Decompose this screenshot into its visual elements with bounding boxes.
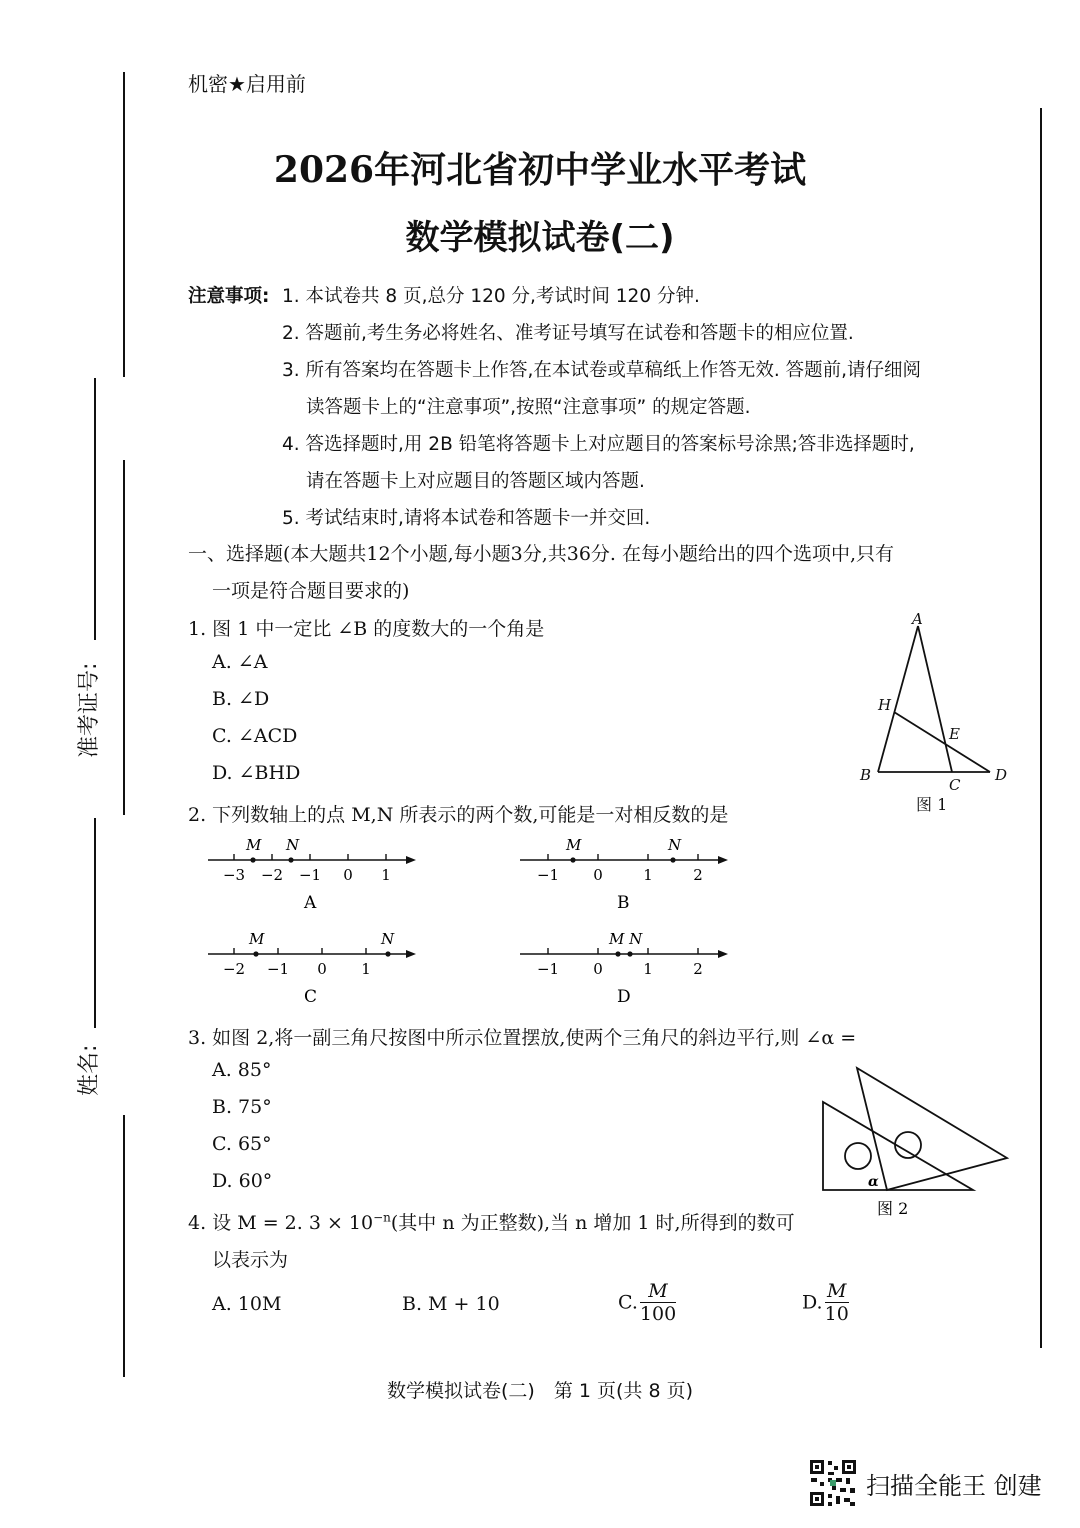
svg-text:−3: −3 xyxy=(222,866,246,884)
svg-text:1: 1 xyxy=(643,866,653,884)
svg-text:−1: −1 xyxy=(536,866,560,884)
q4-option-c-fraction xyxy=(640,1280,676,1325)
svg-text:−2: −2 xyxy=(260,866,284,884)
svg-text:C: C xyxy=(304,987,318,1007)
q3-stem: 3. 如图 2,将一副三角尺按图中所示位置摆放,使两个三角尺的斜边平行,则 ∠α = xyxy=(188,1027,857,1049)
q4-stem-part-1: 4. 设 M = 2. 3 × 10 xyxy=(188,1212,374,1234)
notes-label: 注意事项: xyxy=(188,286,270,307)
q4-option-a[interactable]: A. 10M xyxy=(212,1293,282,1315)
svg-text:−1: −1 xyxy=(298,866,322,884)
note-4-line-2: 请在答题卡上对应题目的答题区域内答题. xyxy=(306,471,645,492)
svg-text:N: N xyxy=(668,836,682,854)
note-5: 5. 考试结束时,请将本试卷和答题卡一并交回. xyxy=(282,508,651,529)
q2-stem: 2. 下列数轴上的点 M,N 所表示的两个数,可能是一对相反数的是 xyxy=(188,804,729,826)
alpha-label: α xyxy=(868,1174,879,1190)
number-line-d[interactable] xyxy=(512,924,742,1014)
svg-text:A: A xyxy=(304,893,317,913)
exam-id-label: 准考证号: xyxy=(77,662,102,758)
q4-option-d-numerator: M xyxy=(825,1280,849,1303)
svg-text:N: N xyxy=(286,836,300,854)
svg-text:0: 0 xyxy=(343,866,353,884)
number-line-a[interactable] xyxy=(200,830,430,920)
svg-text:2: 2 xyxy=(693,960,703,978)
figure-1-triangle xyxy=(850,608,1020,820)
q4-stem-exponent: −n xyxy=(373,1210,391,1225)
fig1-label-c: C xyxy=(949,776,961,794)
svg-text:M: M xyxy=(566,836,582,854)
name-label: 姓名: xyxy=(77,1044,102,1096)
q1-option-a[interactable]: A. ∠A xyxy=(212,651,268,673)
svg-text:M N: M N xyxy=(609,930,643,948)
number-line-b[interactable] xyxy=(512,830,742,920)
fig1-label-h: H xyxy=(878,696,892,714)
q1-option-c[interactable]: C. ∠ACD xyxy=(212,725,298,747)
page-footer: 数学模拟试卷(二) 第 1 页(共 8 页) xyxy=(387,1380,693,1402)
q4-stem xyxy=(188,1208,795,1235)
figure-2-set-squares xyxy=(815,1060,1015,1222)
q4-option-c-denominator: 100 xyxy=(639,1303,677,1325)
q3-option-b[interactable]: B. 75° xyxy=(212,1096,272,1118)
svg-text:D: D xyxy=(617,987,631,1007)
svg-text:1: 1 xyxy=(381,866,391,884)
svg-text:−1: −1 xyxy=(536,960,560,978)
svg-text:B: B xyxy=(617,893,630,913)
number-line-c[interactable] xyxy=(200,924,430,1014)
svg-text:M: M xyxy=(249,930,265,948)
q4-option-c-prefix: C. xyxy=(618,1291,638,1314)
q3-option-c[interactable]: C. 65° xyxy=(212,1133,272,1155)
q4-option-d[interactable] xyxy=(802,1280,849,1325)
svg-text:1: 1 xyxy=(643,960,653,978)
q4-option-b[interactable]: B. M + 10 xyxy=(402,1293,500,1315)
svg-text:−1: −1 xyxy=(266,960,290,978)
note-3-line-2: 读答题卡上的“注意事项”,按照“注意事项” 的规定答题. xyxy=(306,397,751,418)
q1-option-d[interactable]: D. ∠BHD xyxy=(212,762,301,784)
q4-option-c[interactable] xyxy=(618,1280,676,1325)
exam-id-blank-line[interactable] xyxy=(94,378,96,640)
fig1-label-d: D xyxy=(995,766,1008,784)
q4-option-d-fraction xyxy=(825,1280,849,1325)
exam-title: 2026年河北省初中学业水平考试 xyxy=(273,149,807,191)
fig1-label-a: A xyxy=(912,610,923,628)
q1-option-b[interactable]: B. ∠D xyxy=(212,688,270,710)
q4-option-d-denominator: 10 xyxy=(824,1303,849,1325)
svg-text:2: 2 xyxy=(693,866,703,884)
svg-text:0: 0 xyxy=(593,866,603,884)
svg-text:1: 1 xyxy=(361,960,371,978)
svg-text:0: 0 xyxy=(317,960,327,978)
svg-text:M: M xyxy=(246,836,262,854)
paper-title: 数学模拟试卷(二) xyxy=(405,218,675,258)
note-4-line-1: 4. 答选择题时,用 2B 铅笔将答题卡上对应题目的答案标号涂黑;答非选择题时, xyxy=(282,434,915,455)
q1-stem: 1. 图 1 中一定比 ∠B 的度数大的一个角是 xyxy=(188,618,545,640)
q4-stem-part-2: (其中 n 为正整数),当 n 增加 1 时,所得到的数可 xyxy=(390,1212,795,1234)
confidential-mark: 机密★启用前 xyxy=(188,72,306,96)
note-3-line-1: 3. 所有答案均在答题卡上作答,在本试卷或草稿纸上作答无效. 答题前,请仔细阅 xyxy=(282,360,922,381)
note-2: 2. 答题前,考生务必将姓名、准考证号填写在试卷和答题卡的相应位置. xyxy=(282,323,854,344)
right-border-line xyxy=(1040,108,1042,1348)
qr-code-icon xyxy=(808,1458,858,1508)
q4-stem-line-2: 以表示为 xyxy=(212,1249,289,1271)
svg-text:−2: −2 xyxy=(222,960,246,978)
fig1-label-e: E xyxy=(949,725,960,743)
name-blank-line[interactable] xyxy=(94,818,96,1028)
figure-2-caption: 图 2 xyxy=(877,1199,909,1218)
camscanner-watermark: 扫描全能王 创建 xyxy=(866,1472,1042,1500)
svg-text:N: N xyxy=(381,930,395,948)
q4-option-c-numerator: M xyxy=(640,1280,676,1303)
left-binding-line-middle xyxy=(123,460,125,815)
svg-text:0: 0 xyxy=(593,960,603,978)
section-1-heading-line-1: 一、选择题(本大题共12个小题,每小题3分,共36分. 在每小题给出的四个选项中,只有 xyxy=(188,543,895,565)
q3-option-a[interactable]: A. 85° xyxy=(212,1059,272,1081)
q3-option-d[interactable]: D. 60° xyxy=(212,1170,273,1192)
section-1-heading-line-2: 一项是符合题目要求的) xyxy=(212,580,410,602)
q4-option-d-prefix: D. xyxy=(802,1291,823,1314)
note-1: 1. 本试卷共 8 页,总分 120 分,考试时间 120 分钟. xyxy=(282,286,700,307)
left-binding-line-bottom xyxy=(123,1115,125,1377)
fig1-label-b: B xyxy=(860,766,872,784)
figure-1-caption: 图 1 xyxy=(916,795,948,814)
